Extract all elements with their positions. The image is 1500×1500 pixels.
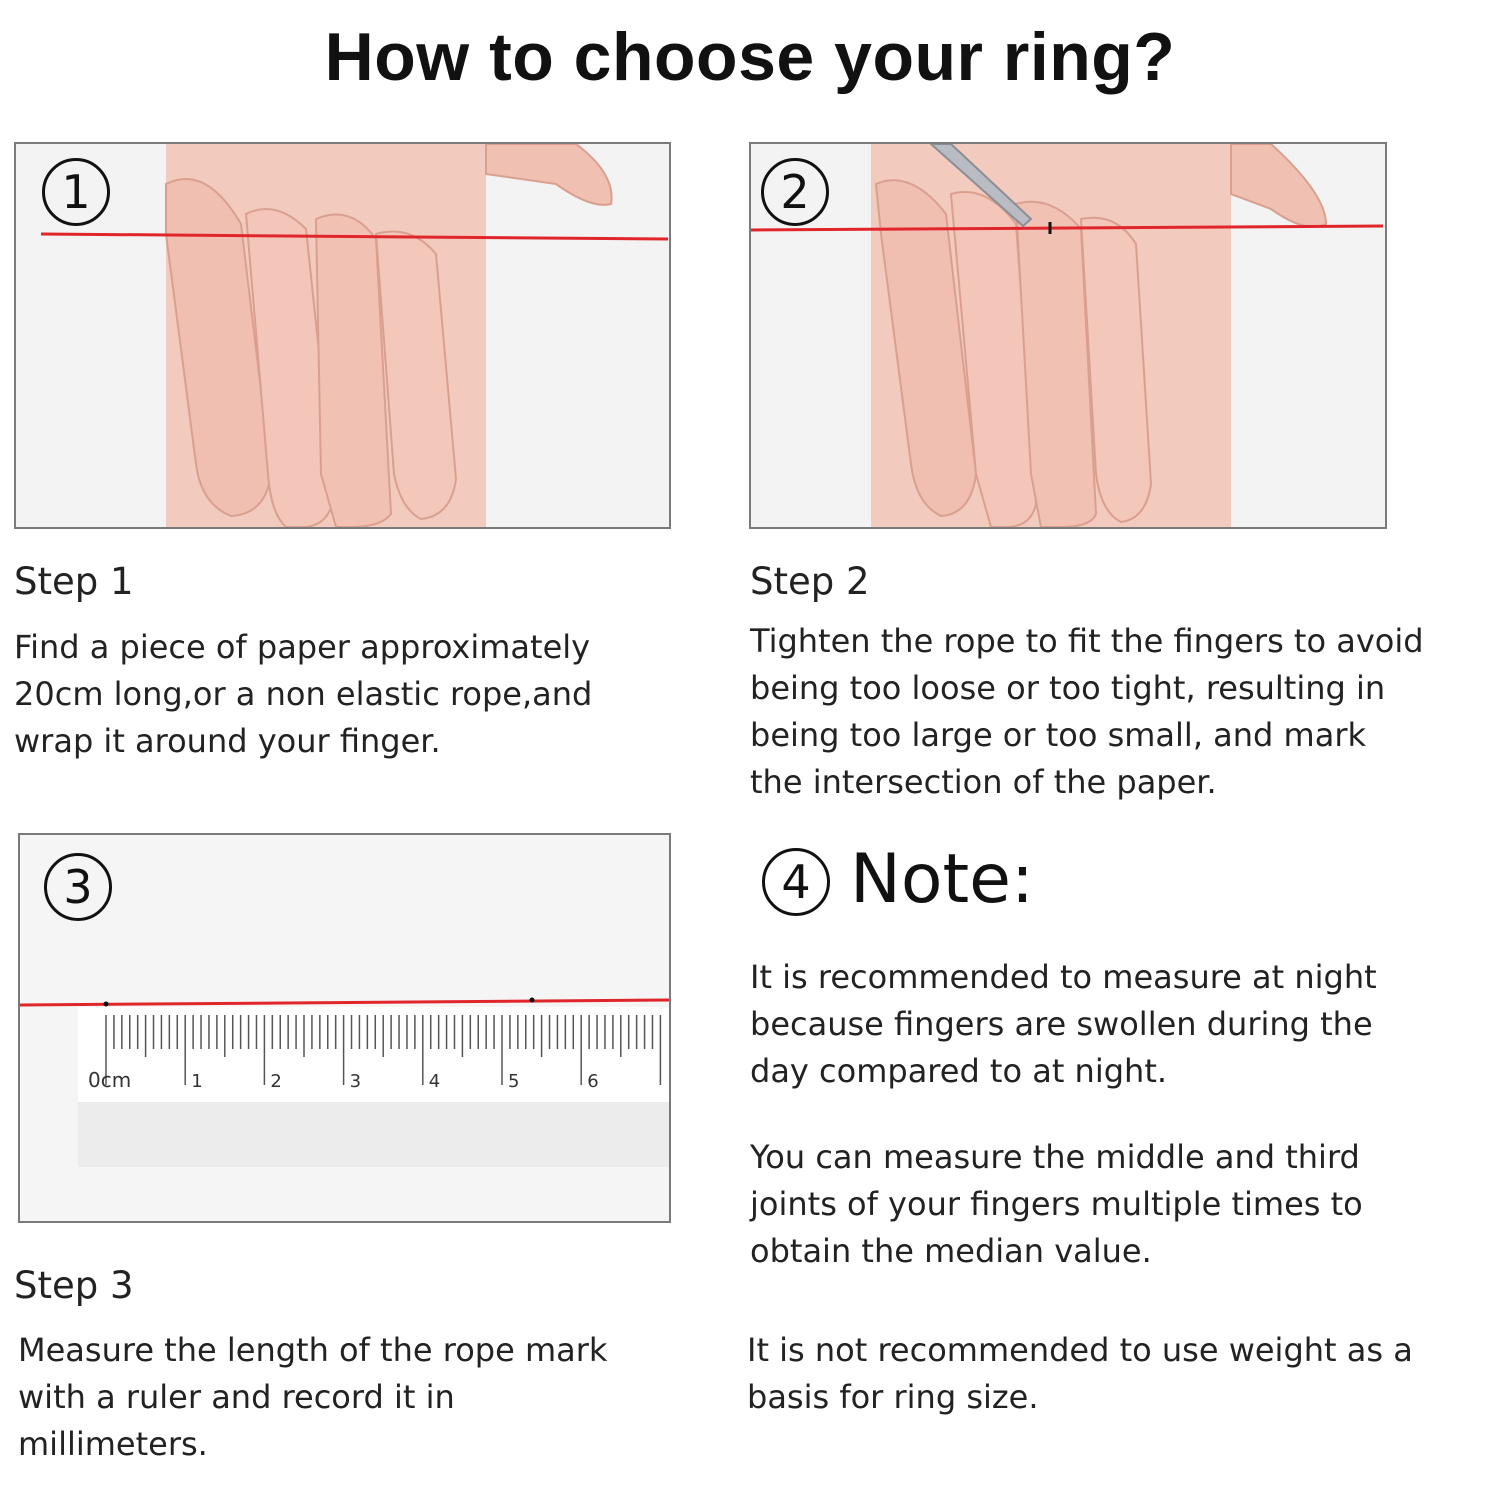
ruler-tick-label: 3 xyxy=(349,1071,362,1092)
step2-title: Step 2 xyxy=(750,560,870,603)
step3-text: Measure the length of the rope mark with a ruler and record it in millimeters. xyxy=(18,1331,608,1463)
step1-title: Step 1 xyxy=(14,560,134,603)
step3-title: Step 3 xyxy=(14,1264,134,1307)
note-paragraph-3: It is not recommended to use weight as a basis for ring size. xyxy=(747,1331,1413,1416)
step1-illustration xyxy=(14,142,671,529)
ruler-tick-label: 6 xyxy=(587,1071,599,1092)
ruler-tick-label: 2 xyxy=(270,1071,282,1092)
ruler-tick-label: 5 xyxy=(508,1071,520,1092)
step2-text: Tighten the rope to fit the fingers to avoid being too loose or too tight, resulting in being too large or too small, and mark the intersection of the paper. xyxy=(750,622,1424,801)
step-number-4-icon: 4 xyxy=(762,848,830,916)
page-title: How to choose your ring? xyxy=(324,19,1176,95)
step-number-2-icon: 2 xyxy=(761,158,829,226)
step-number-3-icon: 3 xyxy=(44,853,112,921)
ruler-unit-label: 0cm xyxy=(88,1068,132,1092)
step1-text: Find a piece of paper approximately 20cm long,or a non elastic rope,and wrap it around your finger. xyxy=(14,628,593,760)
step2-illustration xyxy=(749,142,1387,529)
ruler-tick-label: 4 xyxy=(428,1071,441,1092)
note-paragraph-1: It is recommended to measure at night because fingers are swollen during the day compared to at night. xyxy=(750,958,1377,1090)
ruler-tick-label: 1 xyxy=(191,1071,203,1092)
note-title: Note: xyxy=(850,840,1034,919)
step3-illustration xyxy=(18,833,671,1223)
step-number-1-icon: 1 xyxy=(42,158,110,226)
note-paragraph-2: You can measure the middle and third joints of your fingers multiple times to obtain the median value. xyxy=(750,1138,1363,1270)
ruler-graphic xyxy=(20,835,669,1221)
